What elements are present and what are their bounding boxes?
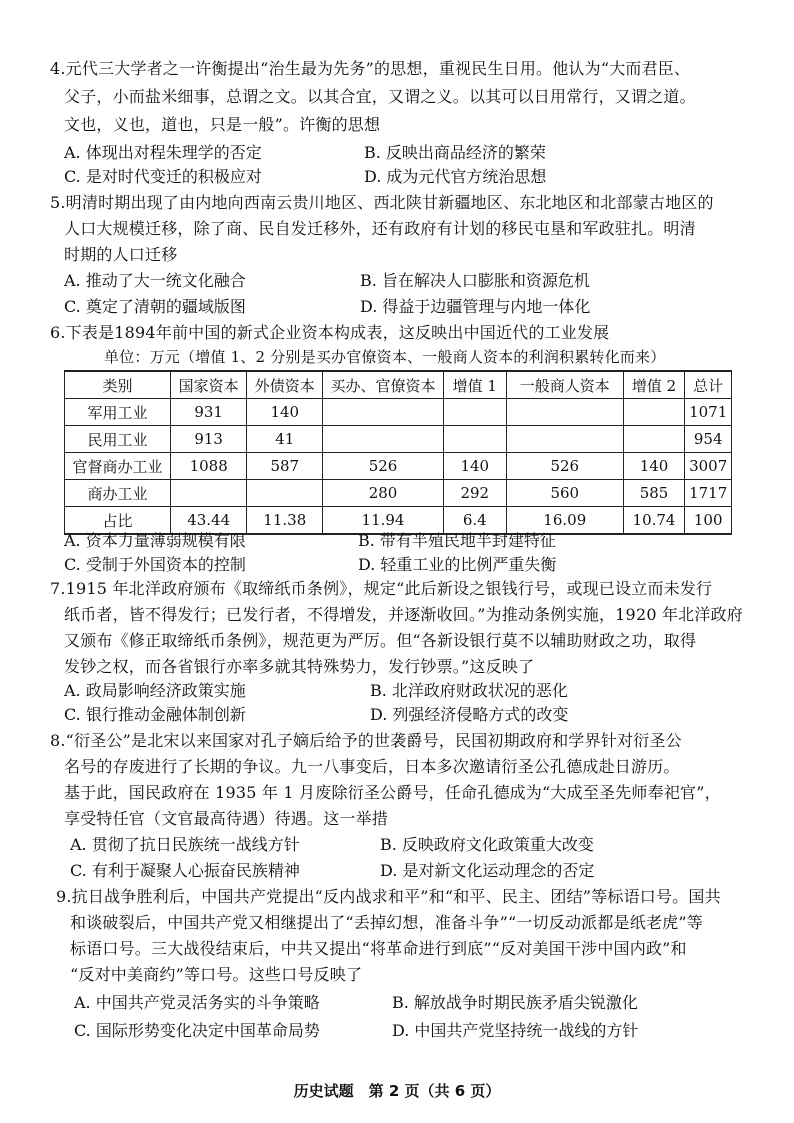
question-text-line: 时期的人口迁移: [64, 245, 178, 264]
table-row: [65, 453, 732, 480]
option-c: C. 奠定了清朝的疆域版图: [64, 297, 246, 316]
table-cell: [623, 426, 685, 453]
table-header-cell: 国家资本: [171, 371, 247, 399]
question-text-line: 6.下表是1894年前中国的新式企业资本构成表，这反映出中国近代的工业发展: [50, 323, 610, 342]
option-a: A. 政局影响经济政策实施: [64, 681, 246, 700]
question-text-line: 9.抗日战争胜利后，中国共产党提出“反内战求和平”和“和平、民主、团结”等标语口号。国共: [56, 887, 721, 906]
question-text-line: 基于此，国民政府在 1935 年 1 月废除衍圣公爵号，任命孔德成为“大成至圣先师奉祀官”，: [64, 783, 721, 802]
option-c: C. 是对时代变迁的积极应对: [64, 167, 262, 186]
question-text-line: 8.“衍圣公”是北宋以来国家对孔子嫡后给予的世袭爵号，民国初期政府和学界针对衍圣公: [50, 731, 682, 750]
table-cell: [247, 480, 323, 507]
table-header-cell: 增值 2: [623, 371, 685, 399]
table-cell: 16.09: [506, 507, 623, 535]
table-cell: [443, 426, 506, 453]
table-header-cell: 增值 1: [443, 371, 506, 399]
table-header-cell: 总计: [685, 371, 732, 399]
question-text-line: 又颁布《修正取缔纸币条例》，规范更为严厉。但“各新设银行莫不以辅助财政之功，取得: [64, 631, 697, 650]
option-d: D. 列强经济侵略方式的改变: [370, 705, 569, 724]
table-cell: 100: [685, 507, 732, 535]
table-cell: 军用工业: [65, 399, 171, 426]
table-header-cell: 买办、官僚资本: [323, 371, 443, 399]
option-b: B. 带有半殖民地半封建特征: [358, 531, 556, 550]
table-cell: 140: [443, 453, 506, 480]
option-d: D. 成为元代官方统治思想: [364, 167, 547, 186]
option-b: B. 解放战争时期民族矛盾尖锐激化: [392, 993, 638, 1012]
table-cell: 1088: [171, 453, 247, 480]
table-cell: 3007: [685, 453, 732, 480]
table-cell: [506, 426, 623, 453]
table-cell: [443, 399, 506, 426]
question-text-line: 5.明清时期出现了由内地向西南云贵川地区、西北陕甘新疆地区、东北地区和北部蒙古地区的: [50, 193, 714, 212]
question-text-line: 纸币者，皆不得发行；已发行者，不得增发，并逐渐收回。”为推动条例实施，1920 年北洋政府: [64, 605, 743, 624]
option-d: D. 轻重工业的比例严重失衡: [358, 555, 557, 574]
option-a: A. 中国共产党灵活务实的斗争策略: [74, 993, 320, 1012]
table-cell: 商办工业: [65, 480, 171, 507]
table-cell: 585: [623, 480, 685, 507]
question-text-line: 标语口号。三大战役结束后，中共又提出“将革命进行到底”“反对美国干涉中国内政”和: [70, 939, 687, 958]
question-text-line: 父子，小而盐米细事，总谓之文。以其合宜，又谓之义。以其可以日用常行，又谓之道。: [64, 87, 696, 106]
option-b: B. 反映出商品经济的繁荣: [364, 143, 546, 162]
table-cell: 41: [247, 426, 323, 453]
option-c: C. 银行推动金融体制创新: [64, 705, 246, 724]
table-row: [65, 480, 732, 507]
table-cell: 11.38: [247, 507, 323, 535]
table-unit-note: 单位：万元（增值 1、2 分别是买办官僚资本、一般商人资本的利润积累转化而来）: [104, 348, 666, 366]
table-cell: 43.44: [171, 507, 247, 535]
option-a: A. 体现出对程朱理学的否定: [64, 143, 262, 162]
table-cell: 140: [623, 453, 685, 480]
option-a: A. 资本力量薄弱规模有限: [64, 531, 246, 550]
table-cell: 913: [171, 426, 247, 453]
question-text-line: 4.元代三大学者之一许衡提出“治生最为先务”的思想，重视民生日用。他认为“大而君臣、: [50, 59, 691, 78]
table-cell: [506, 399, 623, 426]
table-cell: 140: [247, 399, 323, 426]
table-cell: 560: [506, 480, 623, 507]
option-d: D. 是对新文化运动理念的否定: [380, 861, 595, 880]
capital-table: [64, 370, 732, 535]
table-header-cell: 一般商人资本: [506, 371, 623, 399]
question-text-line: 发钞之权，而各省银行亦率多就其特殊势力，发行钞票。”这反映了: [64, 657, 535, 676]
table-cell: 10.74: [623, 507, 685, 535]
table-cell: 11.94: [323, 507, 443, 535]
question-text-line: 文也，义也，道也，只是一般”。许衡的思想: [64, 115, 381, 134]
table-cell: 6.4: [443, 507, 506, 535]
question-text-line: “反对中美商约”等口号。这些口号反映了: [70, 965, 363, 984]
question-text-line: 7.1915 年北洋政府颁布《取缔纸币条例》，规定“此后新设之银钱行号，或现已设立而未发行: [50, 579, 713, 598]
table-cell: 587: [247, 453, 323, 480]
table-cell: [171, 480, 247, 507]
table-cell: [623, 399, 685, 426]
table-cell: 526: [506, 453, 623, 480]
option-a: A. 推动了大一统文化融合: [64, 271, 246, 290]
option-c: C. 有利于凝聚人心振奋民族精神: [70, 861, 300, 880]
table-cell: 931: [171, 399, 247, 426]
table-cell: [323, 426, 443, 453]
question-text-line: 享受特任官（文官最高待遇）待遇。这一举措: [64, 809, 389, 828]
table-cell: 292: [443, 480, 506, 507]
table-cell: 954: [685, 426, 732, 453]
table-header-row: [65, 371, 732, 399]
question-text-line: 和谈破裂后，中国共产党又相继提出了“丢掉幻想，准备斗争”“一切反动派都是纸老虎”等: [70, 913, 703, 932]
table-cell: 280: [323, 480, 443, 507]
table-cell: 526: [323, 453, 443, 480]
table-cell: 1717: [685, 480, 732, 507]
table-cell: 1071: [685, 399, 732, 426]
table-cell: 民用工业: [65, 426, 171, 453]
table-cell: 官督商办工业: [65, 453, 171, 480]
question-text-line: 名号的存废进行了长期的争议。九一八事变后，日本多次邀请衍圣公孔德成赴日游历。: [64, 757, 680, 776]
table-header-cell: 类别: [65, 371, 171, 399]
option-d: D. 得益于边疆管理与内地一体化: [360, 297, 591, 316]
option-a: A. 贯彻了抗日民族统一战线方针: [70, 835, 300, 854]
option-c: C. 国际形势变化决定中国革命局势: [74, 1021, 320, 1040]
table-cell: 占比: [65, 507, 171, 535]
option-c: C. 受制于外国资本的控制: [64, 555, 246, 574]
option-b: B. 反映政府文化政策重大改变: [380, 835, 594, 854]
question-text-line: 人口大规模迁移，除了商、民自发迁移外，还有政府有计划的移民屯垦和军政驻扎。明清: [64, 219, 696, 238]
option-b: B. 北洋政府财政状况的恶化: [370, 681, 568, 700]
table-cell: [323, 399, 443, 426]
table-row: [65, 399, 732, 426]
option-b: B. 旨在解决人口膨胀和资源危机: [360, 271, 590, 290]
table-header-cell: 外债资本: [247, 371, 323, 399]
option-d: D. 中国共产党坚持统一战线的方针: [392, 1021, 639, 1040]
table-row: [65, 426, 732, 453]
page-footer: 历史试题 第 2 页（共 6 页）: [293, 1082, 501, 1100]
